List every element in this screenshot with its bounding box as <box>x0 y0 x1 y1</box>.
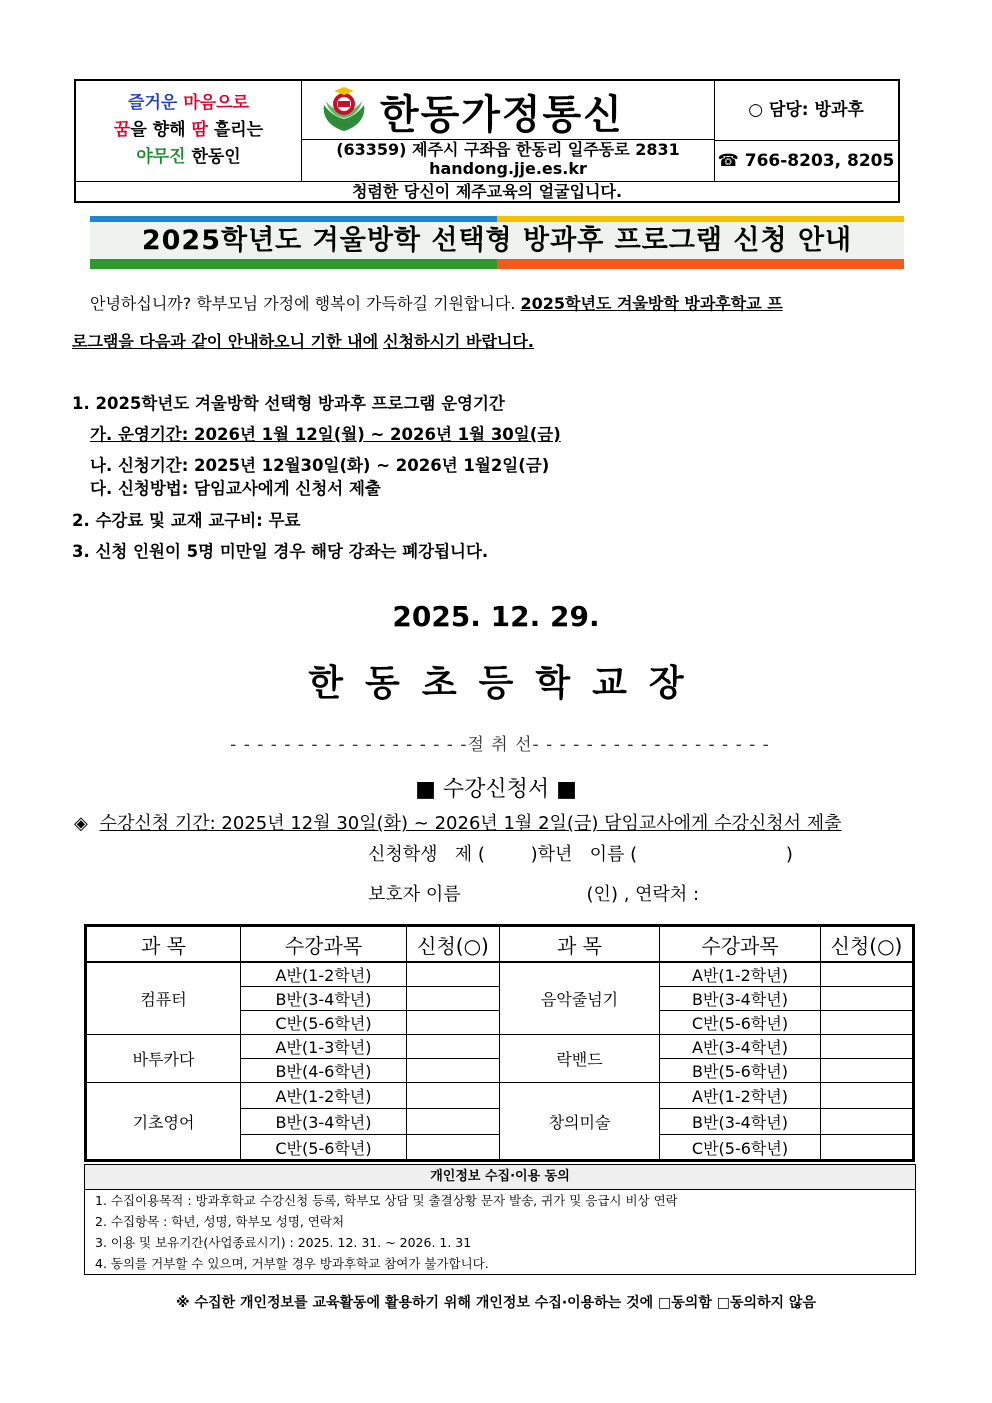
class-cell: C반(5-6학년) <box>660 1135 821 1161</box>
table-row <box>86 1083 914 1109</box>
phone-number: ☎ 766-8203, 8205 <box>717 151 895 171</box>
application-period <box>74 809 842 835</box>
class-cell: B반(3-4학년) <box>660 1109 821 1135</box>
slogan-word: 야무진 <box>136 147 186 167</box>
table-header-row <box>86 926 914 963</box>
apply-checkbox-cell[interactable] <box>407 1011 500 1035</box>
banner-title: 2025학년도 겨울방학 선택형 방과후 프로그램 신청 안내 <box>141 225 853 256</box>
school-address <box>302 140 714 178</box>
class-cell: C반(5-6학년) <box>660 1011 821 1035</box>
column-header: 과 목 <box>500 926 660 963</box>
column-header: 수강과목 <box>660 926 821 963</box>
column-header: 수강과목 <box>241 926 407 963</box>
class-cell: B반(3-4학년) <box>241 987 407 1011</box>
slogan-word: 한동인 <box>191 147 241 167</box>
school-emblem-icon <box>320 87 368 133</box>
website-line: handong.jje.es.kr <box>429 159 587 178</box>
intro-text: 안녕하십니까? 학부모님 가정에 행복이 가득하길 기원합니다. <box>90 294 516 313</box>
class-cell: C반(5-6학년) <box>241 1135 407 1161</box>
intro-emphasis: 신청하시기 바랍니다. <box>383 332 534 351</box>
apply-checkbox-cell[interactable] <box>407 962 500 987</box>
slogan-word: 을 향해 <box>130 120 186 140</box>
info-item: 3. 신청 인원이 5명 미만일 경우 해당 강좌는 폐강됩니다. <box>72 542 489 561</box>
apply-checkbox-cell[interactable] <box>821 1059 914 1083</box>
privacy-consent-box <box>84 1164 916 1275</box>
info-subitem: 다. 신청방법: 담임교사에게 신청서 제출 <box>90 479 381 498</box>
apply-checkbox-cell[interactable] <box>821 1109 914 1135</box>
apply-checkbox-cell[interactable] <box>407 987 500 1011</box>
class-cell: C반(5-6학년) <box>241 1011 407 1035</box>
diamond-bullet-icon: ◈ <box>74 813 88 834</box>
form-title: ■ 수강신청서 ■ <box>415 777 577 802</box>
subject-cell: 락밴드 <box>500 1035 660 1083</box>
privacy-line: 1. 수집이용목적 : 방과후학교 수강신청 등록, 학부모 상담 및 출결상황 문자 발송, 귀가 및 응급시 비상 연락 <box>95 1193 678 1208</box>
class-cell: A반(1-3학년) <box>241 1035 407 1059</box>
info-item: 1. 2025학년도 겨울방학 선택형 방과후 프로그램 운영기간 <box>72 394 505 413</box>
apply-checkbox-cell[interactable] <box>821 1011 914 1035</box>
banner-bar <box>90 259 497 269</box>
info-subitem: 가. 운영기간: 2026년 1월 12일(월) ~ 2026년 1월 30일(금) <box>90 425 561 444</box>
subject-cell: 음악줄넘기 <box>500 962 660 1035</box>
apply-checkbox-cell[interactable] <box>407 1035 500 1059</box>
class-cell: B반(3-4학년) <box>241 1109 407 1135</box>
intro-paragraph <box>72 285 922 361</box>
class-cell: A반(3-4학년) <box>660 1035 821 1059</box>
subject-cell: 창의미술 <box>500 1083 660 1161</box>
title-banner <box>90 216 904 270</box>
privacy-line: 3. 이용 및 보유기간(사업종료시기) : 2025. 12. 31. ~ 2026. 1. 31 <box>95 1235 472 1250</box>
slogan-word: 흘리는 <box>213 120 264 140</box>
class-cell: B반(5-6학년) <box>660 1059 821 1083</box>
column-header: 과 목 <box>86 926 241 963</box>
banner-bar <box>497 259 904 269</box>
course-table <box>84 924 915 1162</box>
info-item: 2. 수강료 및 교재 교구비: 무료 <box>72 511 301 530</box>
privacy-title: 개인정보 수집·이용 동의 <box>85 1165 915 1190</box>
slogan-word: 꿈 <box>113 120 131 140</box>
intro-emphasis: 2025학년도 겨울방학 방과후학교 프 <box>520 294 783 313</box>
principal-signature: 한동초등학교장 <box>308 663 706 704</box>
privacy-line: 4. 동의를 거부할 수 있으며, 거부할 경우 방과후학교 참여가 불가합니다. <box>95 1256 489 1271</box>
slogan-word: 즐거운 <box>128 93 178 113</box>
apply-checkbox-cell[interactable] <box>821 1035 914 1059</box>
privacy-line: 2. 수집항목 : 학년, 성명, 학부모 성명, 연락처 <box>95 1214 345 1229</box>
column-header: 신청(○) <box>821 926 914 963</box>
address-line: (63359) 제주시 구좌읍 한동리 일주동로 2831 <box>336 140 680 159</box>
class-cell: A반(1-2학년) <box>660 1083 821 1109</box>
table-row <box>86 962 914 987</box>
class-cell: B반(3-4학년) <box>660 987 821 1011</box>
apply-checkbox-cell[interactable] <box>821 987 914 1011</box>
apply-checkbox-cell[interactable] <box>821 962 914 987</box>
class-cell: A반(1-2학년) <box>241 1083 407 1109</box>
period-text: 수강신청 기간: 2025년 12월 30일(화) ~ 2026년 1월 2일(금) 담임교사에게 수강신청서 제출 <box>99 813 842 834</box>
intro-emphasis: 로그램을 다음과 같이 안내하오니 기한 내에 <box>72 332 379 351</box>
apply-checkbox-cell[interactable] <box>821 1135 914 1161</box>
apply-checkbox-cell[interactable] <box>407 1135 500 1161</box>
subject-cell: 컴퓨터 <box>86 962 241 1035</box>
apply-checkbox-cell[interactable] <box>821 1083 914 1109</box>
class-cell: A반(1-2학년) <box>241 962 407 987</box>
column-header: 신청(○) <box>407 926 500 963</box>
subject-cell: 바투카다 <box>86 1035 241 1083</box>
class-cell: A반(1-2학년) <box>660 962 821 987</box>
contact-person: ○ 담당: 방과후 <box>714 81 898 141</box>
contact-cell <box>714 81 898 181</box>
newsletter-header <box>74 79 900 203</box>
apply-checkbox-cell[interactable] <box>407 1083 500 1109</box>
motto: 청렴한 당신이 제주교육의 얼굴입니다. <box>76 181 898 202</box>
table-row <box>86 1035 914 1059</box>
subject-cell: 기초영어 <box>86 1083 241 1161</box>
apply-checkbox-cell[interactable] <box>407 1059 500 1083</box>
apply-checkbox-cell[interactable] <box>407 1109 500 1135</box>
title-cell <box>302 81 715 181</box>
slogan-word: 땀 <box>191 120 208 140</box>
cut-line: - - - - - - - - - - - - - - - - - -절 취 선- - - - - - - - - - - - - - - - - - <box>230 735 770 755</box>
consent-footnote[interactable]: ※ 수집한 개인정보를 교육활동에 활용하기 위해 개인정보 수집·이용하는 것에 □동의함 □동의하지 않음 <box>176 1295 816 1311</box>
class-cell: B반(4-6학년) <box>241 1059 407 1083</box>
newsletter-title: 한동가정통신 <box>380 92 624 138</box>
issue-date: 2025. 12. 29. <box>392 600 600 633</box>
parent-info-line[interactable]: 보호자 이름 (인) , 연락처 : <box>368 884 700 905</box>
info-subitem: 나. 신청기간: 2025년 12월30일(화) ~ 2026년 1월2일(금) <box>90 456 550 475</box>
student-info-line[interactable]: 신청학생 제 ( )학년 이름 ( ) <box>368 844 793 865</box>
slogan-word: 마음으로 <box>183 93 249 113</box>
school-slogan <box>76 81 302 181</box>
